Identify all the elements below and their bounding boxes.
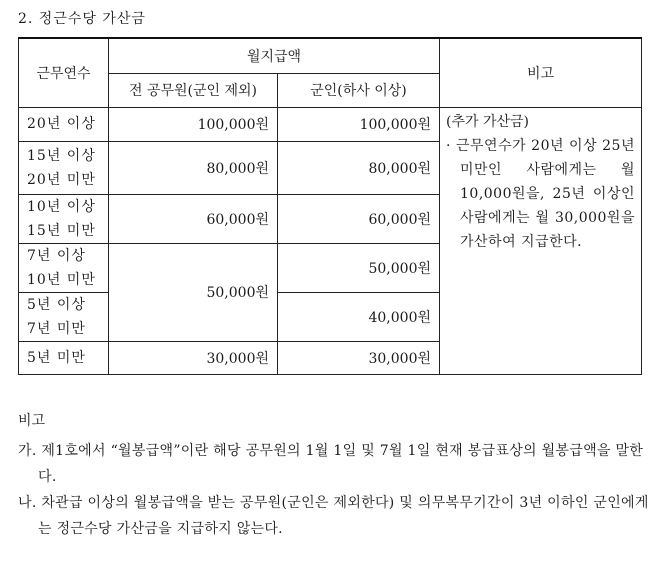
military-amount: 30,000원 <box>278 341 440 374</box>
header-monthly-pay: 월지급액 <box>109 38 440 73</box>
remark-item: 가. 제1호에서 “월봉급액”이란 해당 공무원의 1월 1일 및 7월 1일 현재 봉급표상의 월봉급액을 말한다. <box>18 443 644 485</box>
military-amount: 100,000원 <box>278 107 440 141</box>
note-title: (추가 가산금) <box>446 113 529 130</box>
all-officials-amount: 50,000원 <box>109 243 278 341</box>
all-officials-amount: 60,000원 <box>109 194 278 243</box>
military-amount: 80,000원 <box>278 141 440 194</box>
all-officials-amount: 80,000원 <box>109 141 278 194</box>
header-all-officials: 전 공무원(군인 제외) <box>109 73 278 107</box>
military-amount: 50,000원 <box>278 243 440 292</box>
header-note: 비고 <box>440 38 642 107</box>
remark-item: 나. 차관급 이상의 월봉급액을 받는 공무원(군인은 제외한다) 및 의무복무기간이 3년 이하인 군인에게는 정근수당 가산금을 지급하지 않는다. <box>18 495 649 537</box>
header-military: 군인(하사 이상) <box>278 73 440 107</box>
years-cell: 10년 이상 15년 미만 <box>19 194 109 243</box>
allowance-table <box>18 37 642 375</box>
military-amount: 60,000원 <box>278 194 440 243</box>
section-heading: 2. 정근수당 가산금 <box>18 11 146 27</box>
note-body: · 근무연수가 20년 이상 25년 미만인 사람에게는 월 10,000원을, 25년 이상인 사람에게는 월 30,000원을 가산하여 지급한다. <box>446 137 635 250</box>
note-cell <box>440 107 642 374</box>
all-officials-amount: 100,000원 <box>109 107 278 141</box>
years-cell: 7년 이상 10년 미만 <box>19 243 109 292</box>
header-years: 근무연수 <box>19 38 109 107</box>
years-cell: 5년 미만 <box>19 341 109 374</box>
years-cell: 5년 이상 7년 미만 <box>19 292 109 341</box>
years-cell: 20년 이상 <box>19 107 109 141</box>
all-officials-amount: 30,000원 <box>109 341 278 374</box>
years-cell: 15년 이상 20년 미만 <box>19 141 109 194</box>
remarks-section <box>18 408 658 542</box>
remarks-title: 비고 <box>18 413 46 429</box>
military-amount: 40,000원 <box>278 292 440 341</box>
